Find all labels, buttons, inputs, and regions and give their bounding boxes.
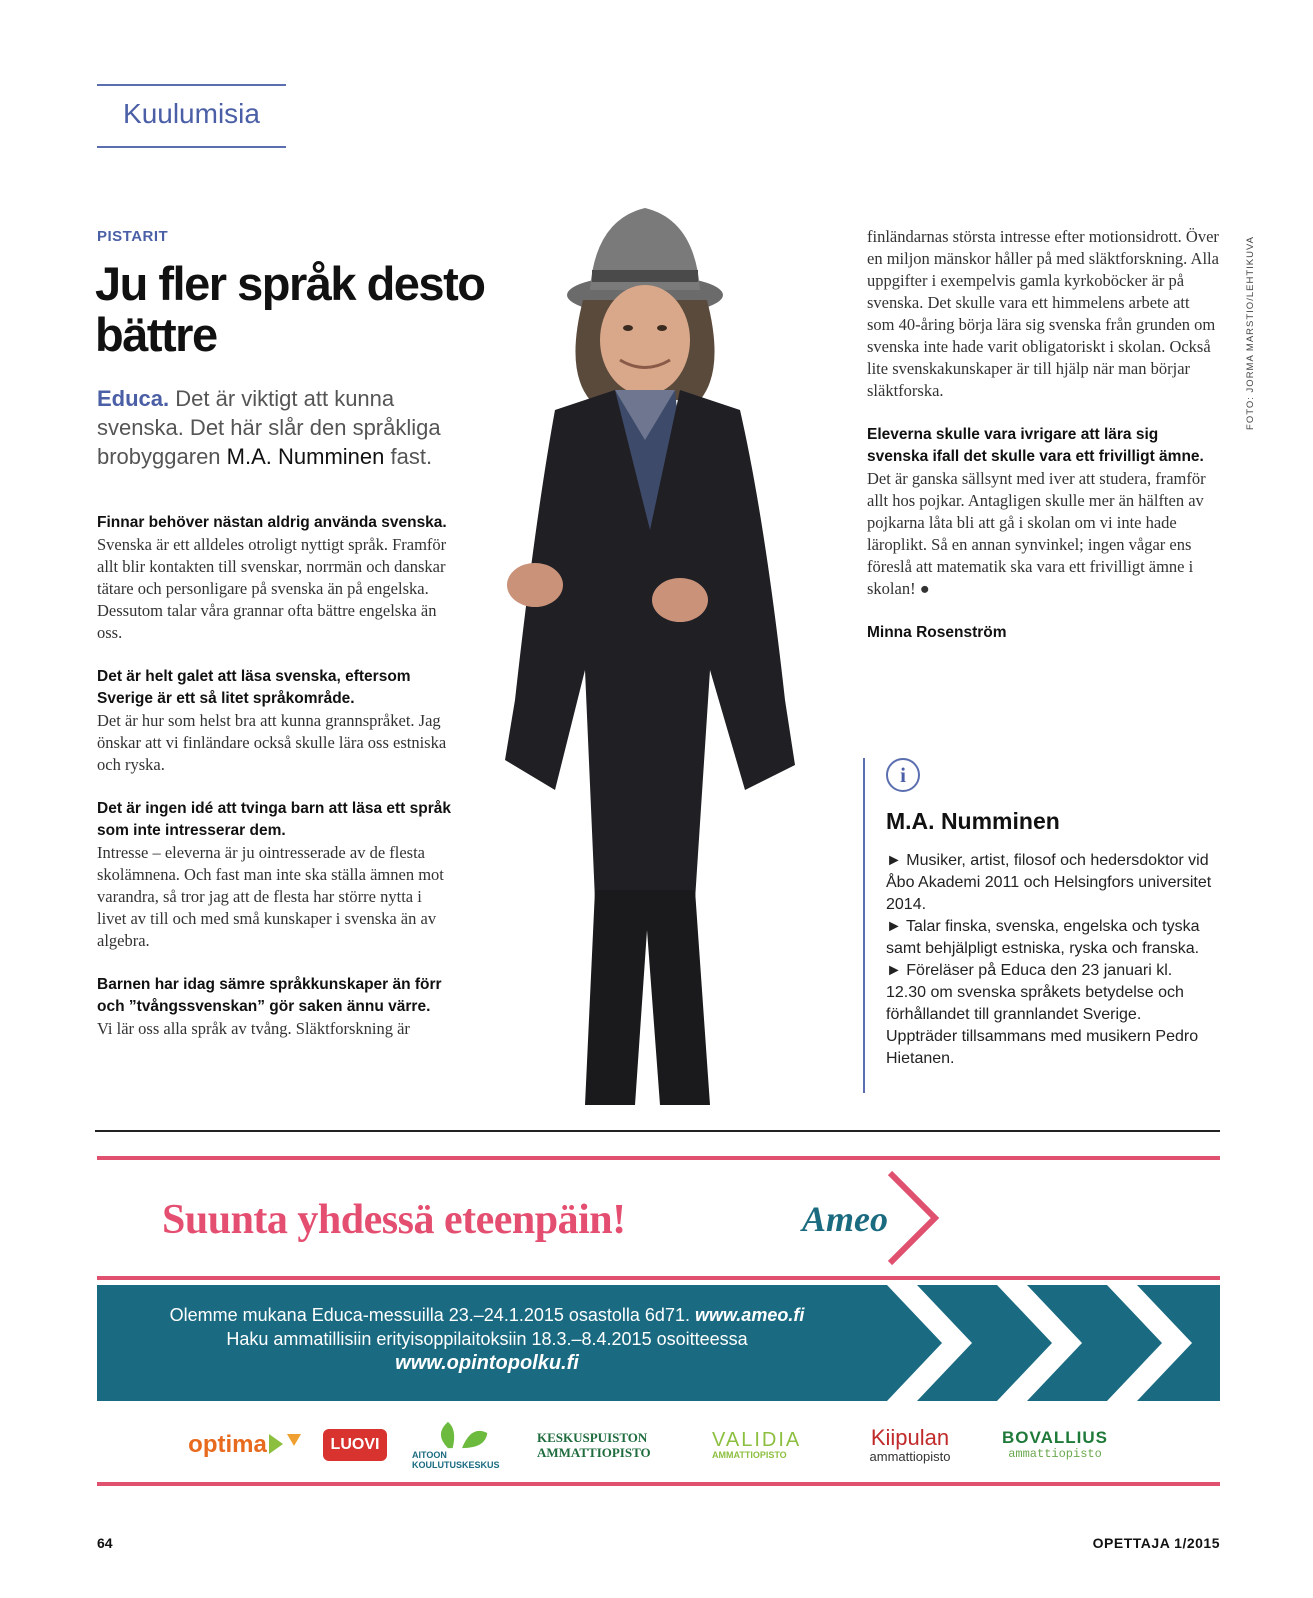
optima-mark-icon bbox=[267, 1432, 303, 1458]
keskuspuisto-logo-text: KESKUSPUISTON AMMATTIOPISTO bbox=[537, 1430, 651, 1460]
article-column-right bbox=[867, 226, 1219, 644]
ad-slogan: Suunta yhdessä eteenpäin! bbox=[162, 1197, 626, 1243]
bovallius-logo-subtext: ammattiopisto bbox=[1008, 1447, 1102, 1461]
section-rule-top bbox=[97, 84, 286, 86]
photo-credit-text: FOTO: JORMA MARSTIO/LEHTIKUVA bbox=[1245, 236, 1256, 430]
answer: Det är ganska sällsynt med iver att studera, framför allt hos pojkar. Antagligen skulle mer än hälften av pojkarna låta bli att gå i skolan om vi inte hade läroplikt. Så en annan synvinkel; ingen vågar ens föreslå att matematik ska vara ett frivilligt ämne i skolan! ● bbox=[867, 469, 1206, 598]
author-byline: Minna Rosenström bbox=[867, 624, 1007, 641]
section-label: Kuulumisia bbox=[123, 98, 260, 129]
infobox-item: ► Föreläser på Educa den 23 januari kl. 12.30 om svenska språkets betydelse och förhållandet till grannlandet Sverige. Uppträder tillsammans med musikern Pedro Hietanen. bbox=[886, 962, 1199, 1067]
aitoon-mark-icon bbox=[427, 1420, 497, 1450]
portrait-photo bbox=[495, 200, 835, 1130]
qa-block-2 bbox=[97, 666, 452, 776]
ingress-name: M.A. Numminen bbox=[226, 444, 385, 469]
kiipulan-logo-text: Kiipulan bbox=[870, 1424, 950, 1450]
answer: finländarnas största intresse efter motionsidrott. Över en miljon mänskor håller på med släktforskning. Alla uppgifter i exempelvis gamla kyrkoböcker är på svenska. Det skulle vara ett himmelens arbete att som 40-åring börja lära sig svenska från grunden om svenska inte hade varit obligatoriskt i skolan. Också lite svenskakunskaper är till hjälp när man börjar släktforska. bbox=[867, 227, 1219, 400]
infobox-item: ► Talar finska, svenska, engelska och tyska samt behjälpligt estniska, ryska och franska. bbox=[886, 918, 1200, 957]
infobox-item: ► Musiker, artist, filosof och hedersdoktor vid Åbo Akademi 2011 och Helsingfors universitet 2014. bbox=[886, 852, 1212, 913]
photo-credit bbox=[1245, 228, 1259, 438]
qa-block-5 bbox=[867, 424, 1219, 600]
luovi-logo-text: LUOVI bbox=[323, 1429, 388, 1461]
ad-line-2: Haku ammatillisiin erityisoppilaitoksiin 18.3.–8.4.2015 osoitteessa bbox=[226, 1329, 748, 1349]
arrows-icon bbox=[877, 1285, 1220, 1401]
qa-block-1 bbox=[97, 512, 452, 644]
ad-band bbox=[97, 1285, 1220, 1401]
qa-block-4 bbox=[97, 974, 452, 1040]
question: Det är helt galet att läsa svenska, eftersom Sverige är ett så litet språkområde. bbox=[97, 668, 411, 707]
chevron-right-icon bbox=[885, 1168, 945, 1268]
article-divider bbox=[95, 1130, 1220, 1132]
ad-line-1-text: Olemme mukana Educa-messuilla 23.–24.1.2015 osastolla 6d71. bbox=[169, 1305, 695, 1325]
infobox-list bbox=[886, 850, 1216, 1070]
page-number: 64 bbox=[97, 1535, 113, 1551]
ad-text bbox=[97, 1303, 877, 1375]
validia-logo-text: VALIDIA bbox=[712, 1429, 802, 1451]
aitoon-logo-text: AITOON KOULUTUSKESKUS bbox=[412, 1450, 500, 1470]
infobox-title: M.A. Numminen bbox=[886, 808, 1060, 834]
bovallius-logo bbox=[990, 1420, 1120, 1470]
magazine-issue: OPETTAJA 1/2015 bbox=[1092, 1535, 1220, 1551]
aitoon-logo bbox=[412, 1420, 512, 1470]
answer: Intresse – eleverna är ju ointresserade av de flesta skolämnena. Och fast man inte ska ställa ämnen mot varandra, så tror jag att de flesta har större nytta i livet av till och med små kunskaper i svenska än av algebra. bbox=[97, 843, 444, 950]
answer: Vi lär oss alla språk av tvång. Släktforskning är bbox=[97, 1019, 410, 1038]
ingress-text-1: Det är viktigt att kunna svenska. Det här slår den språkliga brobyggaren bbox=[97, 386, 441, 469]
article-column-left bbox=[97, 512, 452, 1062]
ad-line-1 bbox=[97, 1303, 877, 1327]
validia-logo-subtext: AMMATTIOPISTO bbox=[712, 1450, 787, 1460]
kiipulan-logo bbox=[860, 1420, 960, 1470]
ad-rule-middle bbox=[97, 1276, 1220, 1280]
keskuspuisto-logo bbox=[537, 1420, 677, 1470]
question: Eleverna skulle vara ivrigare att lära sig svenska ifall det skulle vara ett frivilligt ämne. bbox=[867, 426, 1204, 465]
section-rule-bottom bbox=[97, 146, 286, 148]
headline: Ju fler språk desto bättre bbox=[95, 257, 485, 361]
ameo-logo: Ameo bbox=[802, 1199, 888, 1239]
ingress-text-2: fast. bbox=[384, 444, 433, 469]
answer: Det är hur som helst bra att kunna grannspråket. Jag önskar att vi finländare också skulle lära oss estniska och ryska. bbox=[97, 711, 447, 774]
luovi-logo bbox=[322, 1420, 388, 1470]
kicker: PISTARIT bbox=[97, 228, 169, 245]
info-icon: i bbox=[886, 758, 920, 792]
ingress bbox=[97, 384, 477, 471]
opintopolku-link[interactable]: www.opintopolku.fi bbox=[395, 1352, 579, 1374]
optima-logo-text: optima bbox=[188, 1431, 267, 1458]
question: Finnar behöver nästan aldrig använda svenska. bbox=[97, 514, 447, 531]
validia-logo bbox=[712, 1420, 827, 1470]
infobox-rule bbox=[863, 758, 865, 1093]
ameo-link[interactable]: www.ameo.fi bbox=[694, 1305, 805, 1325]
bovallius-logo-text: BOVALLIUS bbox=[1002, 1428, 1108, 1447]
optima-logo bbox=[188, 1420, 303, 1470]
question: Barnen har idag sämre språkkunskaper än förr och ”tvångssvenskan” gör saken ännu värre. bbox=[97, 976, 442, 1015]
ad-rule-bottom bbox=[97, 1482, 1220, 1486]
continued-paragraph bbox=[867, 226, 1219, 402]
ingress-lead: Educa. bbox=[97, 386, 170, 411]
ad-rule-top bbox=[97, 1156, 1220, 1160]
qa-block-3 bbox=[97, 798, 452, 952]
answer: Svenska är ett alldeles otroligt nyttigt språk. Framför allt blir kontakten till svenskar, norrmän och danskar tätare och personligare på svenska än på engelska. Dessutom talar våra grannar ofta bättre engelska än oss. bbox=[97, 535, 447, 642]
kiipulan-logo-subtext: ammattiopisto bbox=[869, 1448, 951, 1464]
question: Det är ingen idé att tvinga barn att läsa ett språk som inte intresserar dem. bbox=[97, 800, 452, 839]
